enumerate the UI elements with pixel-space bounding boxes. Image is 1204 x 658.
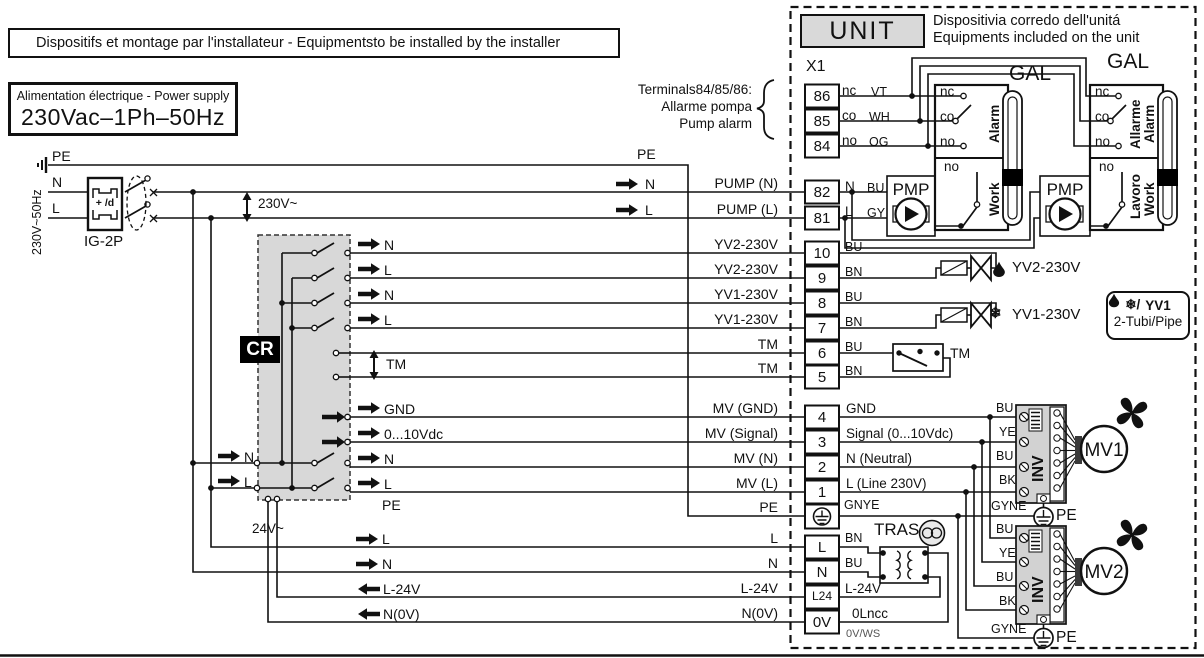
gal1-nc: nc: [940, 84, 955, 99]
contact-nc: nc: [842, 83, 857, 98]
color-vt: VT: [871, 85, 887, 99]
power-supply-value: 230Vac–1Ph–50Hz: [21, 104, 225, 130]
tm-double-arrow: [370, 350, 379, 380]
color-wh: WH: [869, 110, 890, 124]
float-mark: [1157, 169, 1178, 186]
installer-header: Dispositifs et montage par l'installateur - Equipmentsto be installed by the installer: [36, 35, 561, 51]
row-yv1-n: YV1-230V: [714, 286, 778, 302]
yv1-label: YV1-230V: [1012, 306, 1081, 323]
gal2-work-no: no: [1099, 159, 1115, 174]
color-bn-l: BN: [845, 531, 863, 545]
gal2-nc: nc: [1095, 84, 1110, 99]
gal1-co: co: [940, 109, 955, 124]
terminal-5: 5: [817, 369, 827, 386]
pe-label: PE: [52, 148, 71, 164]
terminal-3: 3: [817, 434, 827, 451]
cr-in-n: N: [244, 449, 255, 465]
color-og: OG: [869, 135, 889, 149]
unit-subtitle-it: Dispositivia corredo dell'unitá: [933, 13, 1121, 29]
row-mv-l: MV (L): [736, 475, 778, 491]
gal1-no: no: [940, 134, 956, 149]
row-yv2-l: YV2-230V: [714, 261, 778, 277]
cr-tm-label: TM: [386, 356, 407, 372]
inv2-ye: YE: [999, 546, 1016, 560]
color-bu-82: BU: [867, 181, 885, 195]
earth-terminal: [814, 508, 831, 525]
row-yv1-l: YV1-230V: [714, 311, 778, 327]
tm-contact: [893, 344, 943, 371]
line-voltage-label: 230V~: [258, 196, 298, 211]
note-brace: [757, 80, 774, 139]
breaker-label: IG-2P: [84, 233, 124, 250]
gal2-work-text: Work: [1142, 182, 1157, 216]
mid-pe: PE: [637, 146, 656, 162]
gal2-no: no: [1095, 134, 1111, 149]
feed-n: N: [382, 556, 393, 572]
feed-voltage-rotated: 230V~50Hz: [30, 189, 44, 255]
gal-2-label: GAL: [1106, 50, 1150, 73]
cr-out-l3: L: [384, 476, 392, 492]
row-l24: L-24V: [740, 580, 778, 596]
inv2-bu2: BU: [996, 570, 1014, 584]
n-label: N: [52, 174, 63, 190]
color-gy-81: GY: [867, 206, 886, 220]
power-supply-box: [8, 82, 238, 136]
power-supply-title: Alimentation électrique - Power supply: [16, 89, 230, 103]
gal2-alarm-text: Alarm: [1142, 104, 1157, 143]
right-signal: Signal (0...10Vdc): [846, 426, 954, 441]
cr-out-l2: L: [384, 312, 392, 328]
row-l: L: [770, 530, 778, 546]
feed-l: L: [382, 531, 390, 547]
terminal-85: 85: [813, 113, 831, 130]
row-tm-b: TM: [757, 360, 778, 376]
color-bn-7: BN: [845, 315, 863, 329]
inv2-gyne: GYNE: [991, 622, 1027, 636]
terminal-n: N: [816, 564, 828, 581]
pe1-label: PE: [1056, 507, 1077, 524]
feed-l24: L-24V: [383, 581, 421, 597]
row-pump-n: PUMP (N): [714, 175, 778, 191]
right-partial-text: 0V/WS: [846, 628, 881, 640]
gal-1-level-switch: [935, 85, 1023, 230]
terminal-84: 84: [813, 138, 831, 155]
right-gnd: GND: [846, 401, 876, 416]
row-yv2-n: YV2-230V: [714, 236, 778, 252]
installer-header-box: [8, 28, 620, 58]
color-bn-5: BN: [845, 364, 863, 378]
row-pump-l: PUMP (L): [716, 201, 778, 217]
cr-out-gnd: GND: [384, 401, 416, 417]
right-olncc: 0Lncc: [852, 606, 889, 621]
unit-subtitle-en: Equipments included on the unit: [933, 30, 1140, 46]
terminal-8: 8: [817, 295, 827, 312]
cr-out-n2: N: [384, 287, 395, 303]
pmp-2-label: PMP: [1046, 180, 1084, 199]
unit-title: UNIT: [829, 16, 896, 45]
inv1-text: INV: [1030, 455, 1047, 482]
terminal-82: 82: [813, 184, 831, 201]
cr-text: CR: [246, 338, 274, 360]
inv2-bk: BK: [999, 594, 1016, 608]
l-label: L: [52, 200, 60, 216]
right-line: L (Line 230V): [846, 476, 927, 491]
snowflake-icon: ❄: [989, 305, 1002, 322]
right-neutral: N (Neutral): [846, 451, 913, 466]
cr-out-signal: 0...10Vdc: [384, 426, 444, 442]
note-line2: Allarme pompa: [661, 99, 752, 114]
contact-co: co: [842, 108, 857, 123]
row-n: N: [767, 555, 778, 571]
row-pe: PE: [759, 499, 778, 515]
mid-n: N: [645, 176, 656, 192]
right-gnye: GNYE: [844, 498, 880, 512]
pipe-line2: 2-Tubi/Pipe: [1113, 314, 1183, 329]
gal-1-label: GAL: [1008, 62, 1052, 85]
row-tm-a: TM: [757, 336, 778, 352]
mechanical-link-ellipse: [127, 176, 146, 230]
terminal-1: 1: [817, 484, 827, 501]
float-mark: [1002, 169, 1023, 186]
mv2-label: MV2: [1084, 562, 1124, 583]
note-line3: Pump alarm: [679, 116, 752, 131]
inv1-bu2: BU: [996, 449, 1014, 463]
inv1-bk: BK: [999, 473, 1016, 487]
pump-l-letter: L: [845, 204, 853, 219]
cr-controller-label: [240, 336, 280, 363]
color-bu-n: BU: [845, 556, 863, 570]
gal1-work-text: Work: [987, 182, 1002, 216]
breaker-marking: + /d: [95, 197, 115, 209]
row-mv-signal: MV (Signal): [704, 425, 778, 441]
row-mv-n: MV (N): [733, 450, 778, 466]
row-n0v: N(0V): [741, 605, 778, 621]
inv1-bu1: BU: [996, 401, 1014, 415]
inv2-text: INV: [1030, 576, 1047, 603]
pipe-yv1: YV1: [1145, 297, 1171, 313]
terminal-7: 7: [817, 320, 827, 337]
inv2-bu1: BU: [996, 522, 1014, 536]
inv1-gyne: GYNE: [991, 499, 1027, 513]
terminal-9: 9: [817, 270, 827, 287]
cr-out-l1: L: [384, 262, 392, 278]
inv1-ye: YE: [999, 425, 1016, 439]
feed-n0v: N(0V): [383, 606, 420, 622]
two-pipe-box: [1106, 291, 1190, 340]
color-bu-10: BU: [845, 240, 863, 254]
mid-l: L: [645, 202, 653, 218]
pump-n-letter: N: [845, 179, 855, 194]
fan-icon: [1117, 398, 1147, 428]
terminal-6: 6: [817, 345, 827, 362]
terminal-l24: L24: [811, 589, 833, 603]
terminal-86: 86: [813, 88, 831, 105]
gal1-work-no: no: [944, 159, 960, 174]
pmp-1-label: PMP: [892, 180, 930, 199]
gal1-alarm-text: Alarm: [987, 104, 1002, 143]
terminal-4: 4: [817, 409, 827, 426]
aux-voltage-label: 24V~: [252, 521, 284, 536]
note-line1: Terminals84/85/86:: [637, 82, 752, 97]
terminal-10: 10: [813, 245, 831, 262]
pipe-snow-slash: ❄/: [1125, 297, 1141, 312]
pipe-flame-icon: [1108, 293, 1120, 308]
yv2-label: YV2-230V: [1012, 259, 1081, 276]
gal2-allarme-text: Allarme: [1128, 99, 1143, 149]
color-bu-6: BU: [845, 340, 863, 354]
tras-label: TRAS: [874, 520, 920, 539]
x1-label: X1: [806, 58, 826, 75]
gal2-lavoro-text: Lavoro: [1128, 173, 1143, 219]
contact-no: no: [842, 133, 858, 148]
cr-out-n1: N: [384, 237, 395, 253]
tm-label: TM: [950, 345, 971, 361]
terminal-2: 2: [817, 459, 827, 476]
terminal-l: L: [817, 539, 827, 556]
cr-in-l: L: [244, 474, 252, 490]
earth-symbol-main: [38, 157, 46, 173]
cr-out-n3: N: [384, 451, 395, 467]
mv1-label: MV1: [1084, 440, 1124, 461]
color-bu-8: BU: [845, 290, 863, 304]
fan-icon: [1117, 520, 1147, 550]
row-mv-gnd: MV (GND): [712, 400, 778, 416]
color-bn-9: BN: [845, 265, 863, 279]
pe2-label: PE: [1056, 629, 1077, 646]
unit-title-box: [800, 14, 925, 48]
heating-flame-icon: [993, 262, 1005, 277]
gal2-co: co: [1095, 109, 1110, 124]
terminal-0v: 0V: [812, 614, 832, 631]
cr-dashed-region: [258, 235, 350, 500]
valve-yv1: [941, 303, 991, 327]
terminal-81: 81: [813, 210, 831, 227]
right-l24: L-24V: [845, 581, 882, 596]
cr-pe-label: PE: [382, 497, 401, 513]
